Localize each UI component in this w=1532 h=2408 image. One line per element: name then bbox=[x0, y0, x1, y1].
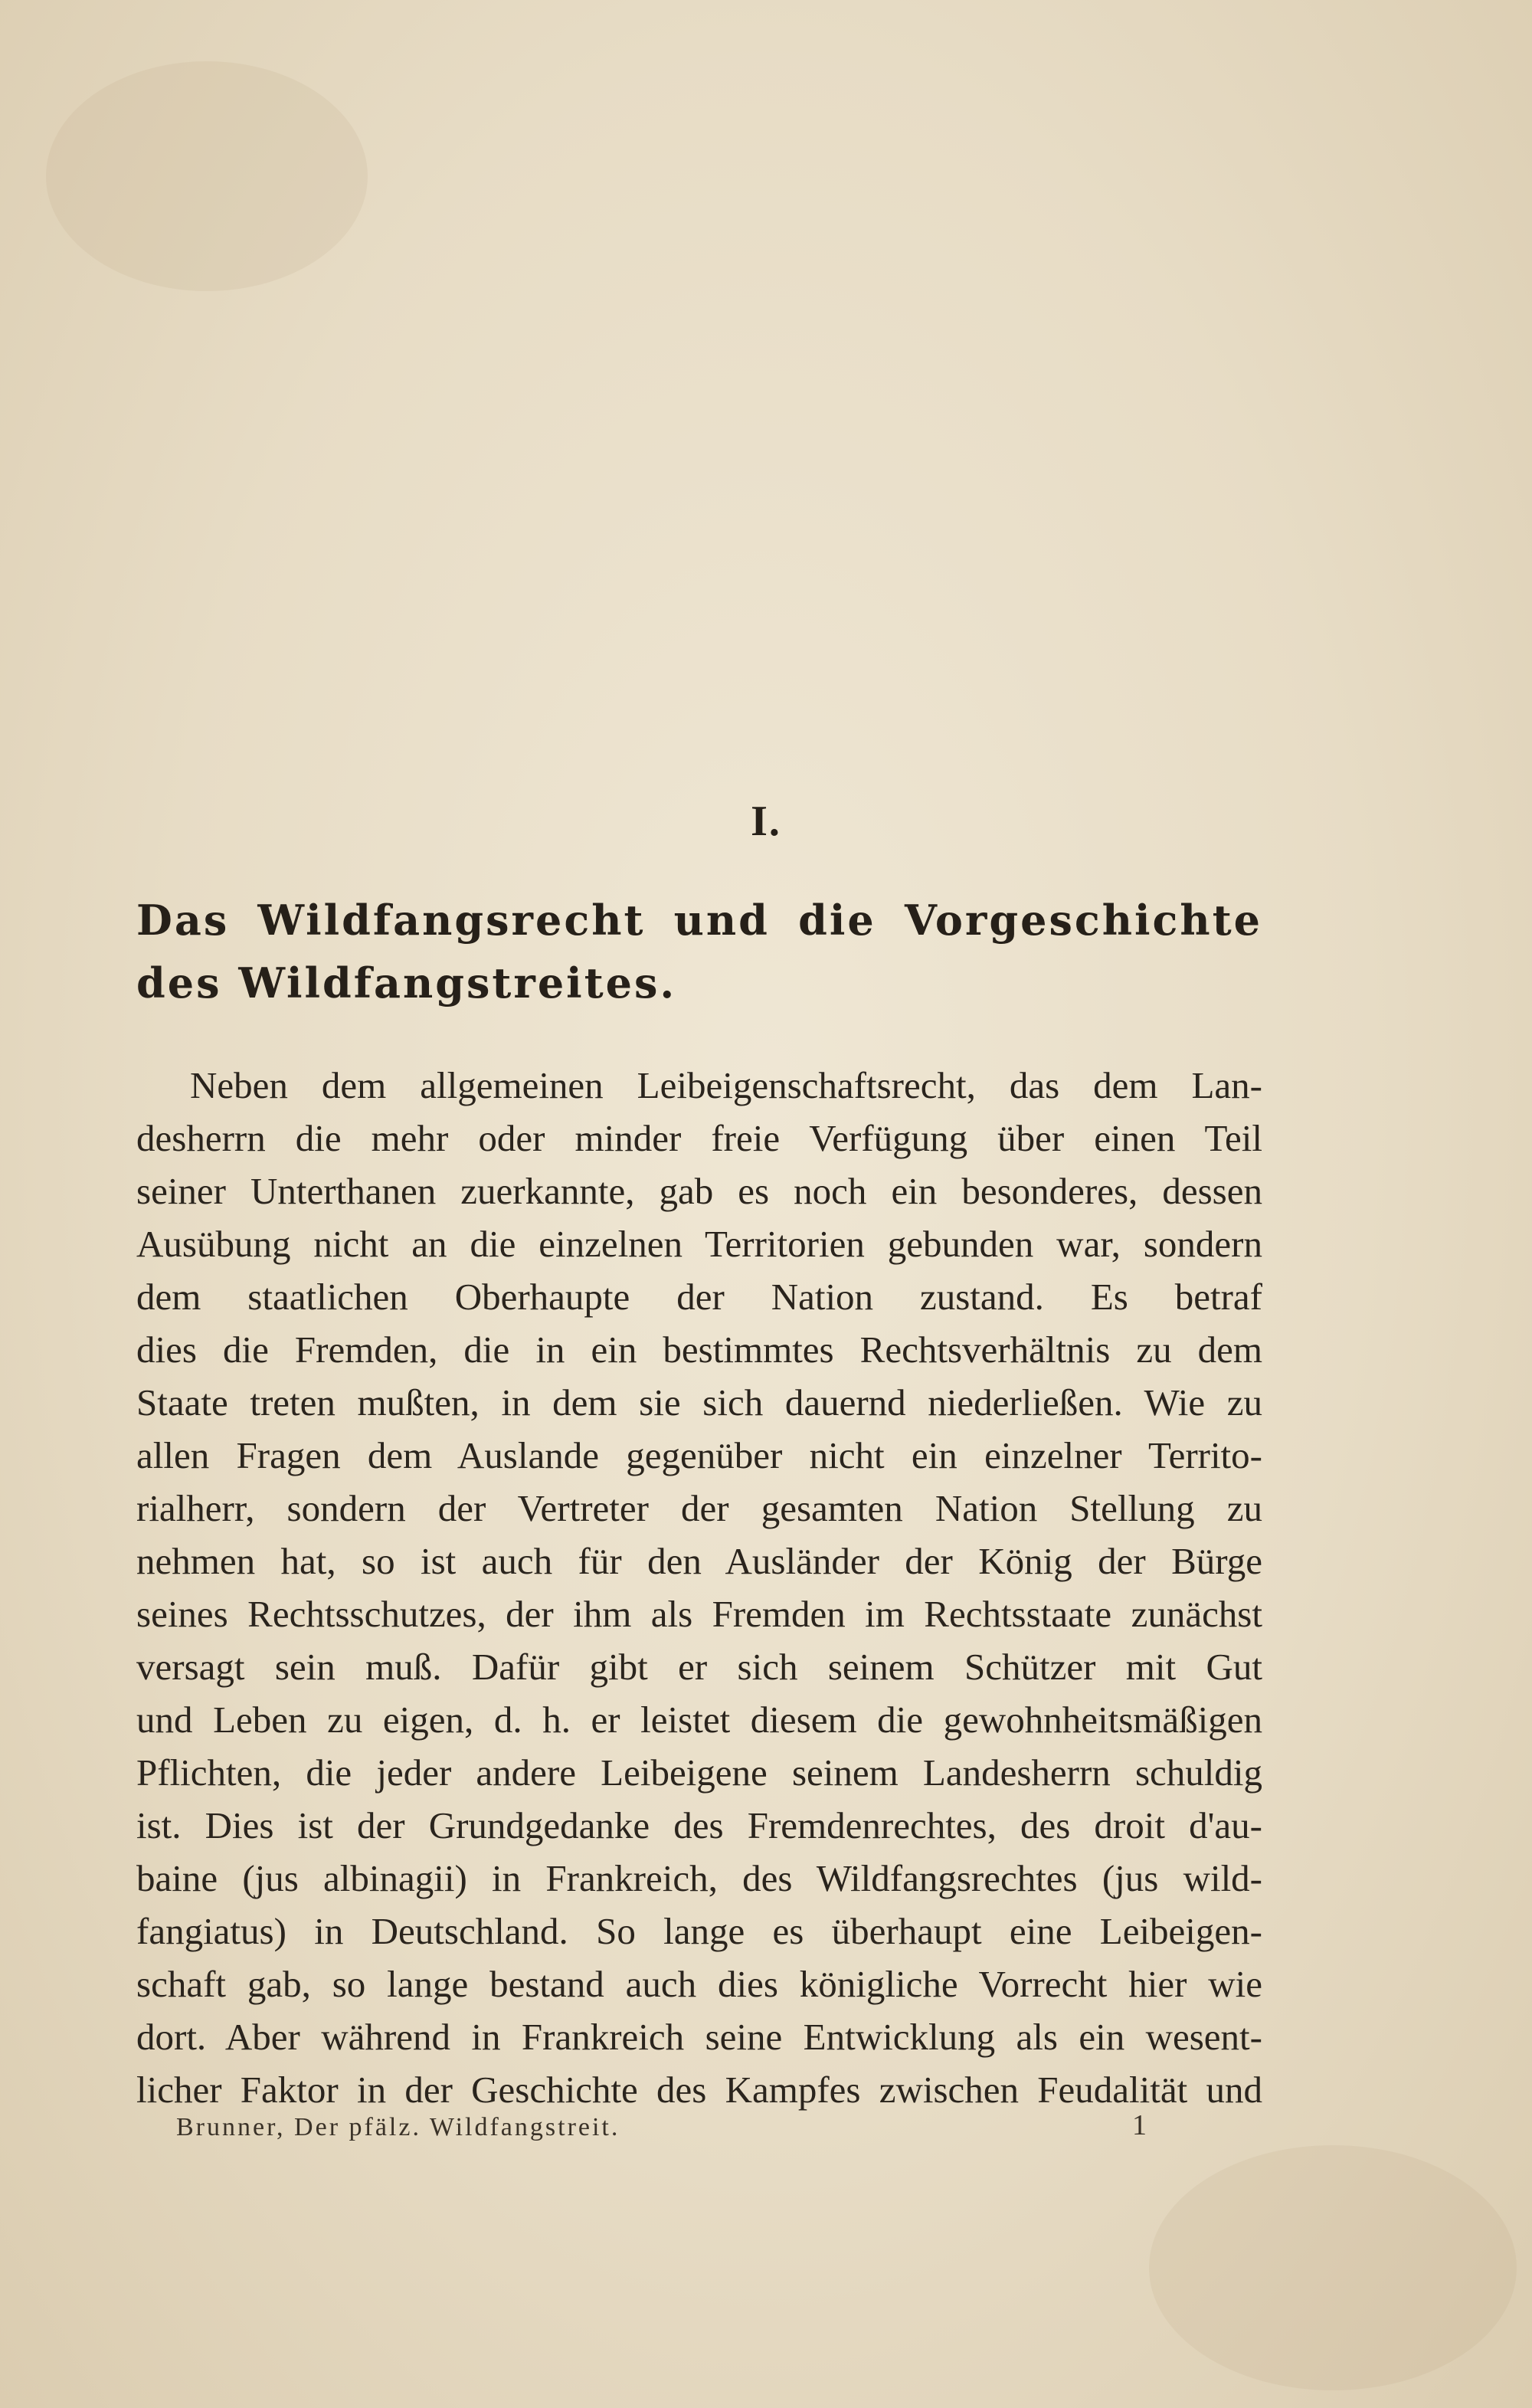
footer-signature: Brunner, Der pfälz. Wildfangstreit. bbox=[176, 2113, 620, 2141]
text-line: seiner Unterthanen zuerkannte, gab es noch ein besonderes, dessen bbox=[136, 1170, 1262, 1212]
text-line: Ausübung nicht an die einzelnen Territorien gebunden war, sondern bbox=[136, 1223, 1262, 1265]
text-line: dies die Fremden, die in ein bestimmtes Rechtsverhältnis zu dem bbox=[136, 1328, 1262, 1371]
text-line: fangiatus) in Deutschland. So lange es überhaupt eine Leibeigen- bbox=[136, 1910, 1262, 1952]
text-line: nehmen hat, so ist auch für den Ausländer der König der Bürge bbox=[136, 1540, 1262, 1582]
body-text bbox=[136, 1059, 1262, 2116]
paper-stain bbox=[1149, 2145, 1517, 2390]
text-line: versagt sein muß. Dafür gibt er sich seinem Schützer mit Gut bbox=[136, 1646, 1262, 1688]
text-line: Pflichten, die jeder andere Leibeigene seinem Landesherrn schuldig bbox=[136, 1751, 1262, 1794]
text-line: und Leben zu eigen, d. h. er leistet diesem die gewohnheitsmäßigen bbox=[136, 1699, 1262, 1741]
text-line: Neben dem allgemeinen Leibeigenschaftsrecht, das dem Lan- bbox=[190, 1064, 1262, 1106]
text-line: allen Fragen dem Auslande gegenüber nicht ein einzelner Territo- bbox=[136, 1434, 1262, 1476]
text-line: schaft gab, so lange bestand auch dies königliche Vorrecht hier wie bbox=[136, 1963, 1262, 2005]
page-number: 1 bbox=[1132, 2109, 1147, 2141]
chapter-title: Das Wildfangsrecht und die Vorgeschichte des Wildfangstreites. bbox=[136, 896, 1262, 1007]
text-line: dem staatlichen Oberhaupte der Nation zustand. Es betraf bbox=[136, 1276, 1262, 1318]
chapter-number: I. bbox=[751, 798, 781, 845]
text-line: baine (jus albinagii) in Frankreich, des Wildfangsrechtes (jus wild- bbox=[136, 1857, 1262, 1899]
text-line: Staate treten mußten, in dem sie sich dauernd niederließen. Wie zu bbox=[136, 1381, 1262, 1424]
text-line: dort. Aber während in Frankreich seine Entwicklung als ein wesent- bbox=[136, 2016, 1262, 2058]
text-line: licher Faktor in der Geschichte des Kampfes zwischen Feudalität und bbox=[136, 2069, 1262, 2111]
text-line: rialherr, sondern der Vertreter der gesamten Nation Stellung zu bbox=[136, 1487, 1262, 1529]
paper-stain bbox=[46, 61, 368, 291]
text-line: desherrn die mehr oder minder freie Verfügung über einen Teil bbox=[136, 1117, 1262, 1159]
text-line: ist. Dies ist der Grundgedanke des Fremdenrechtes, des droit d'au- bbox=[136, 1804, 1262, 1846]
text-line: seines Rechtsschutzes, der ihm als Fremden im Rechtsstaate zunächst bbox=[136, 1593, 1262, 1635]
